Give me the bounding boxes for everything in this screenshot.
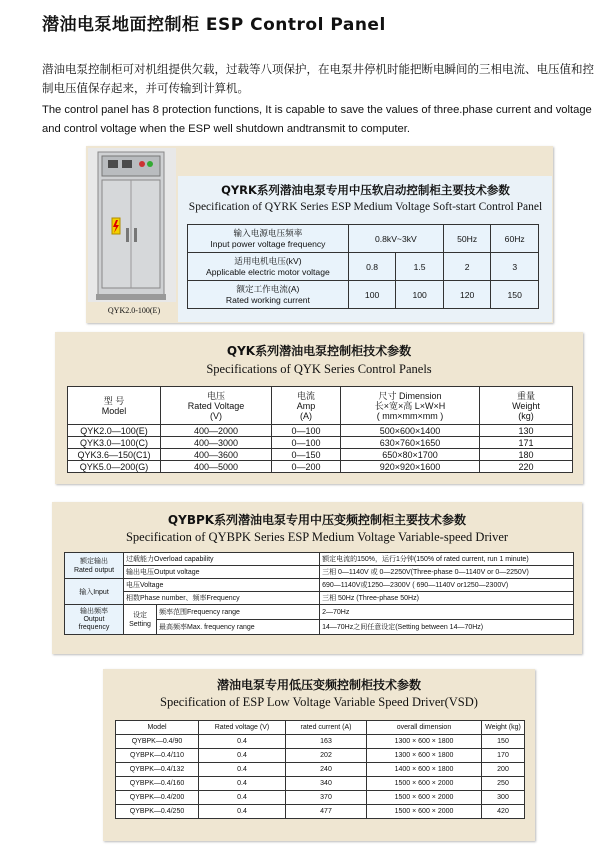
table-row xyxy=(116,735,525,749)
table-row xyxy=(68,449,573,461)
spec-label: 频率范围Frequency range xyxy=(157,605,320,620)
table-cell: 400—5000 xyxy=(161,461,272,473)
table-cell: QYK3.6—150(C1) xyxy=(68,449,161,461)
table-cell: 50Hz xyxy=(443,225,491,253)
header-cn: 电流 xyxy=(296,390,315,401)
table-row xyxy=(65,566,574,579)
table-cell: 130 xyxy=(480,425,573,437)
qyrk-panel xyxy=(86,146,553,323)
cabinet-photo xyxy=(88,148,176,302)
setting-en: Setting xyxy=(129,620,151,628)
column-header: overall dimension xyxy=(367,721,482,735)
table-cell: 1500 × 600 × 2000 xyxy=(367,791,482,805)
table-cell: 650×80×1700 xyxy=(341,449,480,461)
column-header: Model xyxy=(116,721,199,735)
table-cell: 180 xyxy=(480,449,573,461)
table-header-row xyxy=(116,721,525,735)
table-cell: 3 xyxy=(491,253,539,281)
table-cell: 400—3000 xyxy=(161,437,272,449)
vsd-table xyxy=(115,720,525,819)
qyk-table xyxy=(67,386,573,473)
spec-value: 额定电流的150%，运行1分钟(150% of rated current, run 1 minute) xyxy=(320,553,574,566)
column-header: Weight (kg) xyxy=(482,721,525,735)
table-cell: 370 xyxy=(286,791,367,805)
table-cell: QYBPK—0.4/200 xyxy=(116,791,199,805)
table-row xyxy=(116,763,525,777)
group-en: Rated output xyxy=(73,566,115,574)
table-cell: 0.4 xyxy=(199,763,286,777)
qybpk-subtitle: Specification of QYBPK Series ESP Medium Voltage Variable-speed Driver xyxy=(125,530,509,544)
qyk-panel xyxy=(55,332,583,484)
table-cell: 500×600×1400 xyxy=(341,425,480,437)
header-en: Weight xyxy=(512,400,540,411)
header-unit: (V) xyxy=(210,410,222,421)
table-cell: 1.5 xyxy=(396,253,444,281)
table-cell: QYK3.0—100(C) xyxy=(68,437,161,449)
table-row xyxy=(68,425,573,437)
cabinet-illustration xyxy=(88,148,176,302)
qyk-subtitle: Specifications of QYK Series Control Panels xyxy=(206,362,432,376)
table-header-row xyxy=(68,387,573,425)
vsd-subtitle: Specification of ESP Low Voltage Variable Speed Driver(VSD) xyxy=(160,695,478,709)
table-cell: QYBPK—0.4/132 xyxy=(116,763,199,777)
header-en: 长×宽×高 L×W×H xyxy=(374,400,446,411)
setting-cn: 设定 xyxy=(133,611,147,619)
group-cn: 额定输出 xyxy=(80,557,108,565)
table-cell: 202 xyxy=(286,749,367,763)
table-row xyxy=(116,805,525,819)
table-cell: 170 xyxy=(482,749,525,763)
row-label-cn: 额定工作电流(A) xyxy=(236,283,300,294)
table-row xyxy=(116,791,525,805)
intro-english: The control panel has 8 protection functions, It is capable to save the values of three.phase current and voltage and control voltage when the ESP well shutdown andtransmit to computer. xyxy=(42,104,592,135)
table-cell: QYK5.0—200(G) xyxy=(68,461,161,473)
table-cell: QYBPK—0.4/90 xyxy=(116,735,199,749)
table-cell: 163 xyxy=(286,735,367,749)
spec-value: 2—70Hz xyxy=(320,605,574,620)
row-label-cn: 适用电机电压(kV) xyxy=(234,255,302,266)
table-cell: 60Hz xyxy=(491,225,539,253)
qyrk-title: QYRK系列潜油电泵专用中压软启动控制柜主要技术参数 xyxy=(221,183,510,197)
header-unit: (kg) xyxy=(518,410,534,421)
spec-value: 三相 0—1140V 或 0—2250V(Three-phase 0—1140V or 0—2250V) xyxy=(320,566,574,579)
row-label-en: Rated working current xyxy=(225,294,310,305)
table-cell: 300 xyxy=(482,791,525,805)
table-cell: QYK2.0—100(E) xyxy=(68,425,161,437)
header-en: Model xyxy=(101,405,127,416)
spec-value: 690—1140V或1250—2300V ( 690—1140V or1250—2300V) xyxy=(320,579,574,592)
header-en: Amp xyxy=(296,400,316,411)
table-cell: 2 xyxy=(443,253,491,281)
spec-label: 电压Voltage xyxy=(124,579,320,592)
table-row xyxy=(65,553,574,566)
table-cell: 477 xyxy=(286,805,367,819)
group-en: frequency xyxy=(78,623,110,631)
table-cell: QYBPK—0.4/160 xyxy=(116,777,199,791)
table-cell: 400—2000 xyxy=(161,425,272,437)
table-cell: 0.4 xyxy=(199,805,286,819)
header-en: Rated Voltage xyxy=(187,400,245,411)
table-row xyxy=(65,579,574,592)
table-row xyxy=(188,281,539,309)
photo-caption: QYK2.0-100(E) xyxy=(107,306,161,315)
table-cell: 1400 × 600 × 1800 xyxy=(367,763,482,777)
table-row xyxy=(188,225,539,253)
group-en: Output xyxy=(83,615,105,623)
table-cell: 1500 × 600 × 2000 xyxy=(367,777,482,791)
group-cn: 输出频率 xyxy=(80,607,108,615)
spec-label: 输出电压Output voltage xyxy=(124,566,320,579)
qybpk-title: QYBPK系列潜油电泵专用中压变频控制柜主要技术参数 xyxy=(167,513,467,527)
header-cn: 型 号 xyxy=(103,395,125,406)
table-cell: 630×760×1650 xyxy=(341,437,480,449)
table-cell: 1300 × 600 × 1800 xyxy=(367,735,482,749)
table-cell: 1300 × 600 × 1800 xyxy=(367,749,482,763)
table-cell: 150 xyxy=(482,735,525,749)
spec-label: 过载能力Overload capability xyxy=(124,553,320,566)
table-cell: 400—3600 xyxy=(161,449,272,461)
group-label: 输入Input xyxy=(65,579,124,605)
table-cell: 1500 × 600 × 2000 xyxy=(367,805,482,819)
qyk-title: QYK系列潜油电泵控制柜技术参数 xyxy=(226,344,412,358)
table-cell: 0.4 xyxy=(199,749,286,763)
table-cell: 0—100 xyxy=(272,425,341,437)
row-label-cn: 输入电源电压频率 xyxy=(233,227,303,238)
spec-label: 最高频率Max. frequency range xyxy=(157,620,320,635)
table-cell: 250 xyxy=(482,777,525,791)
table-cell: 0.8 xyxy=(348,253,396,281)
qybpk-panel xyxy=(52,502,582,654)
table-cell: 0—100 xyxy=(272,437,341,449)
header-cn: 重量 xyxy=(516,390,535,401)
table-row xyxy=(68,461,573,473)
qyrk-table xyxy=(187,224,539,309)
table-cell: 100 xyxy=(348,281,396,309)
table-cell: 420 xyxy=(482,805,525,819)
table-cell: 0.4 xyxy=(199,777,286,791)
row-label-en: Input power voltage frequency xyxy=(210,238,326,249)
table-cell: QYBPK—0.4/110 xyxy=(116,749,199,763)
table-cell: 100 xyxy=(396,281,444,309)
intro-chinese: 潜油电泵控制柜可对机组提供欠载，过载等八项保护，在电泵井停机时能把断电瞬间的三相电流、电压值和控制电压值保存起来，并可传输到计算机。 xyxy=(42,62,594,95)
page-title: 潜油电泵地面控制柜 ESP Control Panel xyxy=(42,15,386,35)
spec-label: 相数Phase number、频率Frequency xyxy=(124,592,320,605)
table-cell: 150 xyxy=(491,281,539,309)
spec-value: 14—70Hz之间任意设定(Setting between 14—70Hz) xyxy=(320,620,574,635)
column-header: Rated voltage (V) xyxy=(199,721,286,735)
table-cell: 920×920×1600 xyxy=(341,461,480,473)
qybpk-table xyxy=(64,552,574,635)
table-cell: 200 xyxy=(482,763,525,777)
table-cell: 240 xyxy=(286,763,367,777)
header-unit: ( mm×mm×mm ) xyxy=(376,410,444,421)
header-cn: 电压 xyxy=(206,390,225,401)
table-cell: 0.4 xyxy=(199,735,286,749)
header-unit: (A) xyxy=(300,410,312,421)
table-row xyxy=(188,253,539,281)
table-cell: QYBPK—0.4/250 xyxy=(116,805,199,819)
qyrk-subtitle: Specification of QYRK Series ESP Medium Voltage Soft-start Control Panel xyxy=(188,201,543,213)
vsd-title: 潜油电泵专用低压变频控制柜技术参数 xyxy=(216,678,421,692)
header-cn: 尺寸 Dimension xyxy=(378,390,442,401)
table-cell: 340 xyxy=(286,777,367,791)
spec-value: 三相 50Hz (Three-phase 50Hz) xyxy=(320,592,574,605)
table-cell: 120 xyxy=(443,281,491,309)
table-row xyxy=(68,437,573,449)
table-row xyxy=(65,592,574,605)
table-cell: 0—150 xyxy=(272,449,341,461)
table-row xyxy=(116,777,525,791)
table-cell: 171 xyxy=(480,437,573,449)
table-cell: 220 xyxy=(480,461,573,473)
table-cell: 0.8kV~3kV xyxy=(348,225,443,253)
table-row xyxy=(65,605,574,620)
table-cell: 0.4 xyxy=(199,791,286,805)
column-header: rated current (A) xyxy=(286,721,367,735)
row-label-en: Applicable electric motor voltage xyxy=(206,266,330,277)
vsd-panel xyxy=(103,669,535,841)
table-row xyxy=(116,749,525,763)
table-cell: 0—200 xyxy=(272,461,341,473)
